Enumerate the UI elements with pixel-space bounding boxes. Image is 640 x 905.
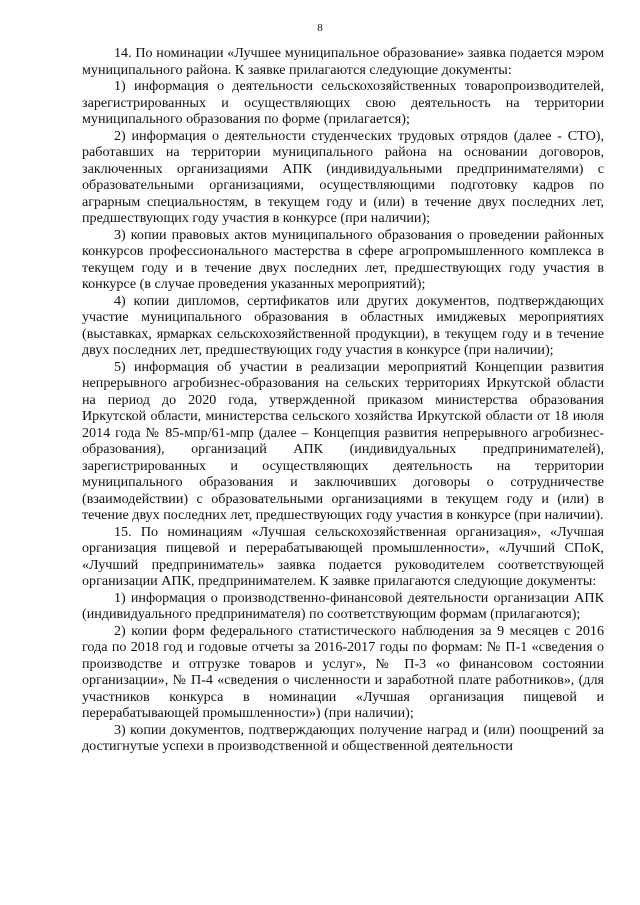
paragraph-15-item-1: 1) информация о производственно-финансовой деятельности организации АПК (индивидуального предпринимателя) по соответствующим формам (прилагаются); xyxy=(82,589,604,622)
paragraph-14-item-4: 4) копии дипломов, сертификатов или других документов, подтверждающих участие муниципального образования в областных имиджевых мероприятиях (выставках, ярмарках сельскохозяйственной продукции), в текущем году и в течение двух последних лет, предшествующих году участия в конкурсе (при наличии); xyxy=(82,292,604,358)
paragraph-15: 15. По номинациям «Лучшая сельскохозяйственная организация», «Лучшая организация пищевой и перерабатывающей промышленности», «Лучший СПоК, «Лучший предприниматель» заявка подается руководителем соответствующей организации АПК, предпринимателем. К заявке прилагаются следующие документы: xyxy=(82,523,604,589)
paragraph-14-item-1: 1) информация о деятельности сельскохозяйственных товаропроизводителей, зарегистрированных и осуществляющих свою деятельность на территории муниципального образования по форме (прилагается); xyxy=(82,78,604,127)
page-number: 8 xyxy=(317,22,323,34)
document-body xyxy=(82,45,604,755)
paragraph-15-item-2: 2) копии форм федерального статистического наблюдения за 9 месяцев с 2016 года по 2018 год и годовые отчеты за 2016-2017 годы по формам: № П-1 «сведения о производстве и отгрузке товаров и услуг», № П-3 «о финансовом состоянии организации», № П-4 «сведения о численности и заработной плате работников», (для участников конкурса в номинации «Лучшая организация пищевой и перерабатывающей промышленности») (при наличии); xyxy=(82,622,604,721)
paragraph-14-item-2: 2) информация о деятельности студенческих трудовых отрядов (далее - СТО), работавших на территории муниципального района на основании договоров, заключенных организациями АПК (индивидуальными предпринимателями) с образовательными организациями, осуществляющими подготовку кадров по аграрным специальностям, в текущем году и (или) в течение двух последних лет, предшествующих году участия в конкурсе (при наличии); xyxy=(82,127,604,226)
paragraph-15-item-3: 3) копии документов, подтверждающих получение наград и (или) поощрений за достигнутые успехи в производственной и общественной деятельности xyxy=(82,721,604,754)
paragraph-14-item-5: 5) информация об участии в реализации мероприятий Концепции развития непрерывного агробизнес-образования на сельских территориях Иркутской области на период до 2020 года, утвержденной приказом министерства образования Иркутской области, министерства сельского хозяйства Иркутской области от 18 июля 2014 года № 85-мпр/61-мпр (далее – Концепция развития непрерывного агробизнес-образования), организаций АПК (индивидуальных предпринимателей), зарегистрированных и осуществляющих деятельность на территории муниципального образования и заключивших договоры о сотрудничестве (взаимодействии) с образовательными организациями в текущем году и (или) в течение двух последних лет, предшествующих году участия в конкурсе (при наличии). xyxy=(82,358,604,523)
paragraph-14-item-3: 3) копии правовых актов муниципального образования о проведении районных конкурсов профессионального мастерства в сфере агропромышленного комплекса в текущем году и в течение двух последних лет, предшествующих году участия в конкурсе (в случае проведения указанных мероприятий); xyxy=(82,226,604,292)
paragraph-14: 14. По номинации «Лучшее муниципальное образование» заявка подается мэром муниципального района. К заявке прилагаются следующие документы: xyxy=(82,45,604,78)
